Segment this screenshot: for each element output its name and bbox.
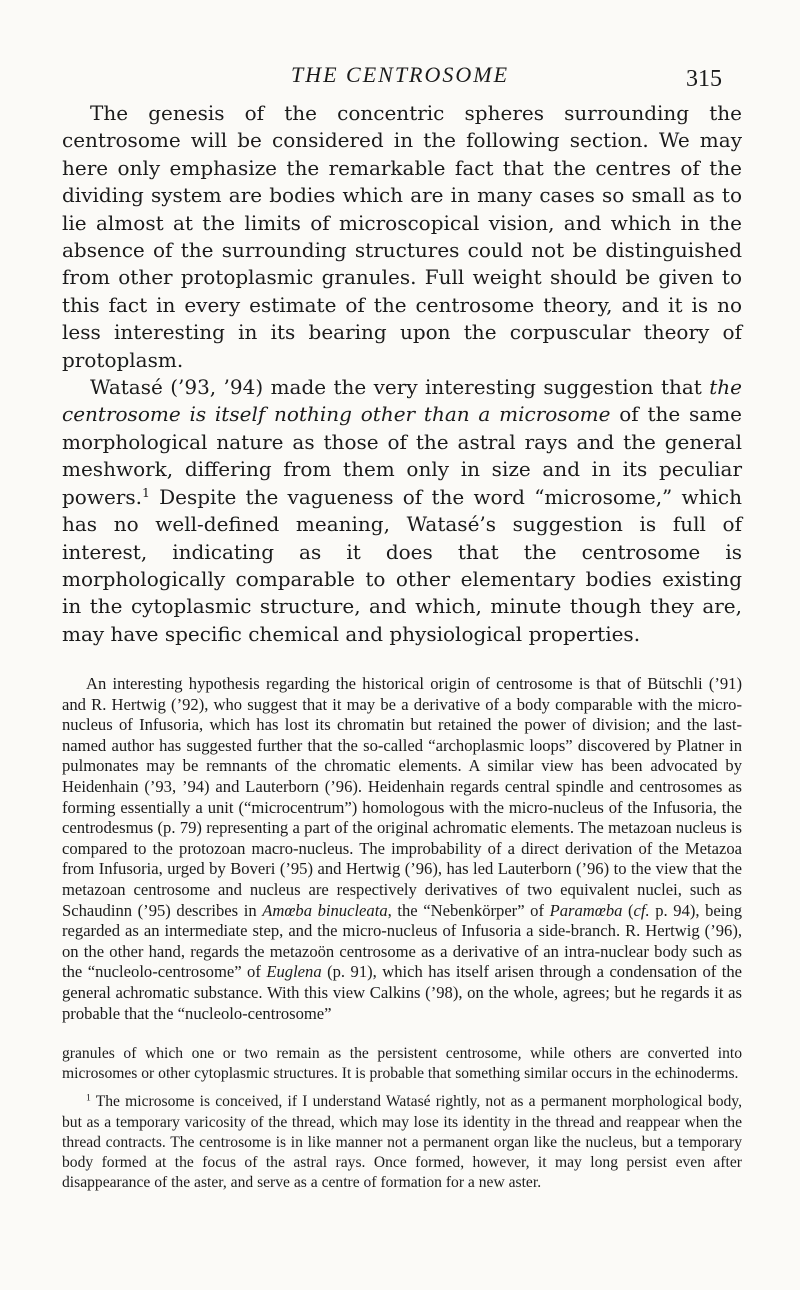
small-print-note: [62, 674, 742, 1024]
text-run: (p. 91), which has itself arisen through a condensation of the general achromatic substance. With this view Calkins (’98), on the whole, agrees; but he regards it as probable that the “nucleolo-centrosome”: [62, 962, 742, 1023]
main-text: [62, 100, 742, 648]
footnote-marker: 1: [86, 1093, 91, 1105]
footnote-continuation: granules of which one or two remain as the persistent centrosome, while others are converted into microsomes or other cytoplasmic structures. It is probable that something similar occurs in the echinoderms.: [62, 1045, 742, 1083]
paragraph-historical-origin: [62, 674, 742, 1024]
text-run: (: [622, 900, 634, 920]
page-header: [0, 62, 800, 92]
text-run: An interesting hypothesis regarding the historical origin of centrosome is that of Bütschli (’91) and R. Hertwig (’92), who suggest that it may be a derivative of a body comparable with the micro-nucleus of Infusoria, which has lost its chromatin but retained the power of division; and the last-named author has suggested further that the so-called “archoplasmic loops” discovered by Platner in pulmonates may be remnants of the chromatic elements. A similar view has been advocated by Heidenhain (’93, ’94) and Lauterborn (’96). Heidenhain regards central spindle and centrosomes as forming essentially a unit (“microcentrum”) homologous with the micro-nucleus of the Infusoria, the centrodesmus (p. 79) representing a part of the original achromatic elements. The metazoan nucleus is compared to the protozoan macro-nucleus. The improbability of a direct derivation of the Metazoa from Infusoria, urged by Boveri (’95) and Hertwig (’96), has led Lauterborn (’96) to the view that the metazoan centrosome and nucleus are respectively derivatives of two equivalent nuclei, such as Schaudinn (’95) describes in: [62, 674, 742, 920]
genus-name-euglena: Euglena: [266, 962, 322, 982]
footnote-text: The microsome is conceived, if I understand Watasé rightly, not as a permanent morphological body, but as a temporary varicosity of the thread, which may lose its identity in the thread and reappear when the thread contracts. The centrosome is in like manner not a permanent organ like the nucleus, but a temporary body formed at the focus of the astral rays. Once formed, however, it may long persist even after disappearance of the aster, and serve as a centre of formation for a new aster.: [62, 1093, 742, 1192]
footnote-1: [62, 1092, 742, 1193]
text-run: of the same morphological nature as those of the astral rays and the general meshwork, differing from them only in size and in its peculiar powers.: [62, 402, 742, 509]
page-number: 315: [686, 66, 722, 92]
paragraph-genesis: The genesis of the concentric spheres surrounding the centrosome will be considered in the following section. We may here only emphasize the remarkable fact that the centres of the dividing system are bodies which are in many cases so small as to lie almost at the limits of microscopical vision, and which in the absence of the surrounding structures could not be distinguished from other protoplasmic granules. Full weight should be given to this fact in every estimate of the centrosome theory, and it is no less interesting in its bearing upon the corpuscular theory of protoplasm.: [62, 101, 742, 372]
text-run: , the “Nebenkörper” of: [387, 900, 550, 920]
genus-name-paramoeba: Paramœba: [549, 900, 623, 920]
text-run: Watasé (’93, ’94) made the very interesting suggestion that: [90, 375, 710, 400]
text-run: p. 94), being regarded as an intermediate step, and the micro-nucleus of Infusoria a side-branch. R. Hertwig (’96), on the other hand, regards the metazoön centrosome as a derivative of an intra-nuclear body such as the “nucleolo-centrosome” of: [62, 900, 743, 982]
species-name-amoeba: Amœba binucleata: [262, 900, 388, 920]
text-run: Despite the vagueness of the word “microsome,” which has no well-defined meaning, Watasé’s suggestion is full of interest, indicating as it does that the centrosome is morphologically comparable to other elementary bodies existing in the cytoplasmic structure, and which, minute though they are, may have specific chemical and physiological properties.: [62, 484, 742, 646]
footnote-reference: 1: [141, 484, 150, 500]
paragraph-watase: [62, 374, 742, 648]
italic-phrase: the centrosome is itself nothing other than a microsome: [62, 375, 742, 427]
footnotes: [62, 1044, 742, 1193]
abbrev-cf: cf.: [633, 900, 650, 920]
running-head: THE CENTROSOME: [290, 62, 510, 87]
